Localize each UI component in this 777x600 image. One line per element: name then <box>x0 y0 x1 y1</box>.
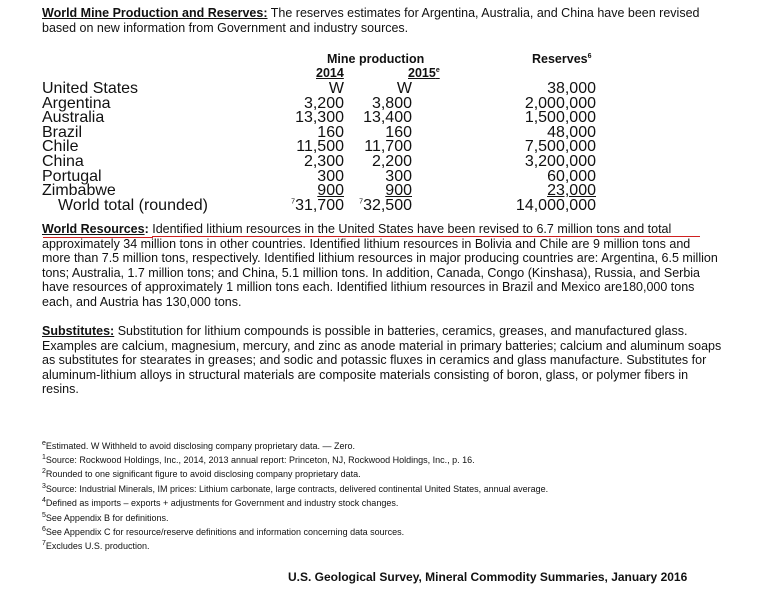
substitutes-heading: Substitutes: <box>42 324 115 338</box>
world-resources-paragraph: World Resources: Identified lithium resources in the United States have been revised to 6.7 million tons and total approximately 34 million tons in other countries. Identified lithium resources in Bolivia and Chile are 9 million tons and more than 7.5 million tons, respectively. Identified lithium resources in major producing countries are: Argentina, 6.5 million tons; Australia, 1.7 million tons; and China, 5.1 million tons. In addition, Canada, Congo (Kinshasa), Russia, and Serbia have resources of approximately 1 million tons each. Identified lithium resources in Brazil and Mexico are180,000 tons each, and Austria has 130,000 tons. <box>42 222 718 309</box>
table-row: Australia 13,300 13,400 1,500,000 <box>42 109 596 127</box>
red-annotation-underline <box>152 236 700 237</box>
footnote: $^1$Source: Rockwood Holdings, Inc., 2014, 2013 annual report: Princeton, NJ, Rockwood Holdings, Inc., p. 16. <box>42 454 475 465</box>
footnote: $^4$Defined as imports – exports + adjustments for Government and industry stock changes. <box>42 497 399 508</box>
reserves-header: Reserves$^6$ <box>532 52 592 66</box>
footnote: $^5$See Appendix B for definitions. <box>42 512 169 523</box>
world-resources-heading: World Resources <box>42 222 145 236</box>
mine-production-paragraph <box>42 6 722 35</box>
table-row: China 2,300 2,200 3,200,000 <box>42 153 596 170</box>
footnote: $^e$Estimated. W Withheld to avoid disclosing company proprietary data. — Zero. <box>42 440 356 451</box>
page-footer: U.S. Geological Survey, Mineral Commodity Summaries, January 2016 <box>288 570 688 584</box>
footnote: $^2$Rounded to one significant figure to avoid disclosing company proprietary data. <box>42 468 361 479</box>
table-row: Brazil 160 160 48,000 <box>42 123 596 141</box>
table-row: Chile 11,500 11,700 7,500,000 <box>42 138 596 156</box>
footnote: $^3$Source: Industrial Minerals, IM prices: Lithium carbonate, large contracts, delivered continental United States, annual average. <box>42 483 549 494</box>
substitutes-text: Substitution for lithium compounds is possible in batteries, ceramics, greases, and manufactured glass. Examples are calcium, magnesium, mercury, and zinc as anode material in primary batteries; calcium and aluminum soaps as substitutes for stearates in greases; and sodic and potassic fluxes in ceramics and glass manufacture. Substitutes for aluminum-lithium alloys in structural materials are composite materials consisting of boron, glass, or polymer fibers in resins. <box>42 324 722 397</box>
table-row: Argentina 3,200 3,800 2,000,000 <box>42 94 596 112</box>
footnote: $^6$See Appendix C for resource/reserve definitions and information concerning data sources. <box>42 526 405 537</box>
table-row: Zimbabwe 900 900 23,000 <box>42 182 596 200</box>
table-row: United States W W 38,000 <box>42 80 596 97</box>
year-2014-header: 2014 <box>316 66 344 80</box>
world-resources-text: Identified lithium resources in the United States have been revised to 6.7 million tons and total approximately 34 million tons in other countries. Identified lithium resources in Bolivia and Chile are 9 million tons and more than 7.5 million tons, respectively. Identified lithium resources in major producing countries are: Argentina, 6.5 million tons; Australia, 1.7 million tons; and China, 5.1 million tons. In addition, Canada, Congo (Kinshasa), Russia, and Serbia have resources of approximately 1 million tons each. Identified lithium resources in Brazil and Mexico are180,000 tons each, and Austria has 130,000 tons. <box>42 222 718 309</box>
table-row: Portugal 300 300 60,000 <box>42 167 596 185</box>
mine-production-heading: World Mine Production and Reserves: <box>42 6 268 20</box>
red-annotation-underline <box>43 237 153 238</box>
year-2015-header: 2015e <box>408 66 440 80</box>
table-total-row: World total (rounded) $^7$31,700 $^7$32,500 14,000,000 <box>58 196 596 214</box>
mine-production-header: Mine production <box>327 52 425 66</box>
substitutes-paragraph <box>42 324 722 397</box>
mine-production-text: The reserves estimates for Argentina, Australia, and China have been revised based on new information from Government and industry sources. <box>42 6 700 35</box>
footnote: $^7$Excludes U.S. production. <box>42 540 150 551</box>
